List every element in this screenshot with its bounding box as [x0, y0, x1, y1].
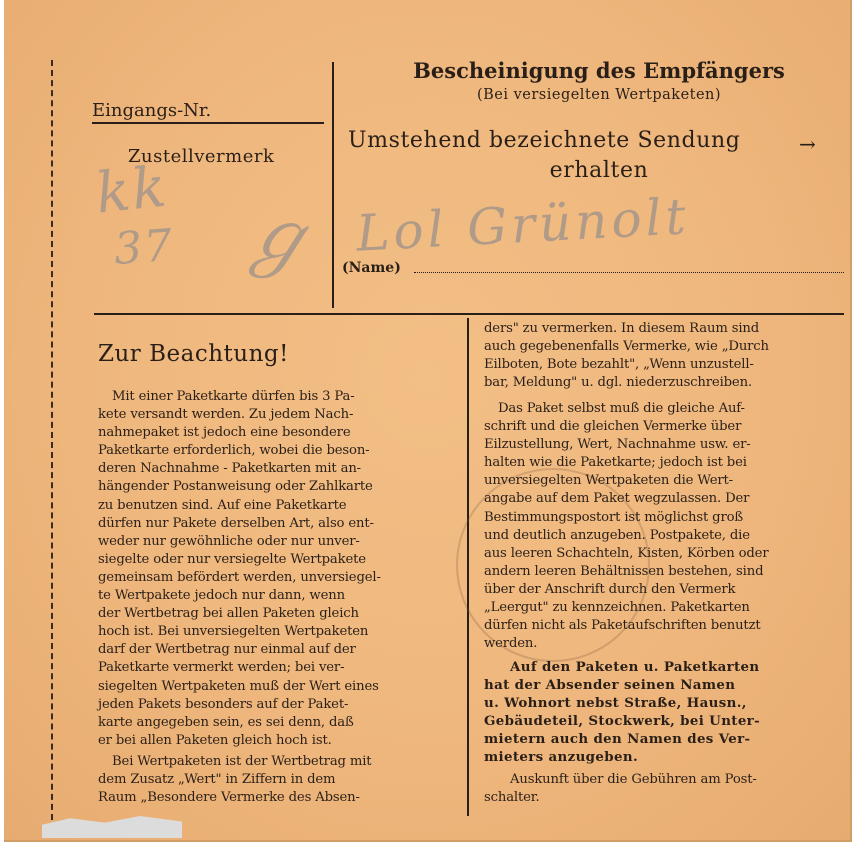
- notice-col1-para1: [98, 388, 458, 750]
- text-line: Bestimmungspostort ist möglichst groß: [484, 509, 744, 525]
- text-line: hängender Postanweisung oder Zahlkarte: [98, 479, 373, 495]
- text-line: Raum „Besondere Vermerke des Absen-: [98, 790, 360, 806]
- text-line: Paketkarte erforderlich, wobei die beson-: [98, 443, 370, 459]
- received-line-2: erhalten: [549, 158, 649, 183]
- name-dotted-line: [414, 272, 844, 273]
- text-line: gemeinsam befördert werden, unversiegel-: [98, 569, 381, 585]
- text-line: der Wertbetrag bei allen Paketen gleich: [98, 606, 359, 622]
- parcel-card: [4, 0, 852, 842]
- text-line: deren Nachnahme - Paketkarten mit an-: [98, 461, 361, 477]
- text-line: nahmepaket ist jedoch eine besondere: [98, 425, 351, 441]
- text-line: jeden Pakets besonders auf der Paket-: [98, 696, 349, 712]
- header-divider: [332, 62, 334, 308]
- text-line: auch gegebenenfalls Vermerke, wie „Durch: [484, 339, 769, 355]
- notice-col2-para4: [484, 771, 844, 807]
- notice-heading: Zur Beachtung!: [98, 341, 289, 367]
- text-line: te Wertpakete jedoch nur dann, wenn: [98, 588, 345, 604]
- notice-col2-para1: [484, 320, 844, 392]
- text-line: Gebäudeteil, Stockwerk, bei Unter-: [484, 713, 760, 730]
- text-line: Mit einer Paketkarte dürfen bis 3 Pa-: [112, 389, 355, 404]
- notice-col1-para2: [98, 753, 458, 807]
- handwritten-initial: ℊ: [235, 189, 323, 285]
- text-line: mietern auch den Namen des Ver-: [484, 731, 751, 748]
- text-line: Paketkarte vermerkt werden; bei ver-: [98, 660, 345, 676]
- handwritten-number: 37: [112, 219, 176, 276]
- text-line: Das Paket selbst muß die gleiche Auf-: [498, 401, 745, 416]
- text-line: u. Wohnort nebst Straße, Hausn.,: [484, 695, 747, 712]
- text-line: aus leeren Schachteln, Kisten, Körben oder: [484, 545, 769, 561]
- text-line: und deutlich anzugeben. Postpakete, die: [484, 527, 750, 543]
- text-line: unversiegelten Wertpaketen die Wert-: [484, 473, 733, 489]
- text-line: hat der Absender seinen Namen: [484, 677, 736, 694]
- text-line: andern leeren Behältnissen bestehen, sind: [484, 563, 764, 579]
- text-line: er bei allen Paketen gleich hoch ist.: [98, 732, 332, 748]
- eingangs-nr-label: Eingangs-Nr.: [92, 100, 212, 121]
- text-line: bar, Meldung" u. dgl. niederzuschreiben.: [484, 375, 752, 391]
- received-line-1: Umstehend bezeichnete Sendung: [348, 128, 741, 153]
- handwritten-mark: kk: [92, 154, 172, 227]
- arrow-icon: →: [799, 132, 816, 156]
- section-divider: [94, 313, 844, 315]
- text-line: Auf den Paketen u. Paketkarten: [510, 659, 760, 675]
- text-line: dem Zusatz „Wert" in Ziffern in dem: [98, 772, 336, 788]
- text-line: schrift und die gleichen Vermerke über: [484, 419, 742, 435]
- text-line: Eilboten, Bote bezahlt", „Wenn unzustell-: [484, 357, 754, 373]
- text-line: ders" zu vermerken. In diesem Raum sind: [484, 321, 760, 336]
- text-line: darf der Wertbetrag nur einmal auf der: [98, 642, 356, 658]
- text-line: über der Anschrift durch den Vermerk: [484, 581, 736, 597]
- text-line: halten wie die Paketkarte; jedoch ist bei: [484, 455, 747, 471]
- text-line: „Leergut" zu kennzeichnen. Paketkarten: [484, 600, 750, 616]
- certificate-subtitle: (Bei versiegelten Wertpaketen): [476, 87, 722, 103]
- perforation-line: [51, 60, 53, 830]
- text-line: mieters anzugeben.: [484, 749, 638, 766]
- text-line: siegelten Wertpaketen muß der Wert eines: [98, 678, 379, 694]
- notice-col2-para2: [484, 400, 844, 653]
- text-line: zu benutzen sind. Auf eine Paketkarte: [98, 497, 347, 513]
- text-line: Auskunft über die Gebühren am Post-: [510, 772, 757, 787]
- text-line: weder nur gewöhnliche oder nur unver-: [98, 533, 360, 549]
- certificate-title: Bescheinigung des Empfängers: [413, 58, 785, 83]
- text-line: kete versandt werden. Zu jedem Nach-: [98, 407, 354, 423]
- text-line: angabe auf dem Paket wegzulassen. Der: [484, 491, 750, 507]
- text-line: dürfen nicht als Paketaufschriften benutzt: [484, 618, 761, 634]
- eingangs-underline: [92, 122, 324, 124]
- notice-col2-para3: [484, 658, 844, 767]
- text-line: dürfen nur Pakete derselben Art, also ent-: [98, 515, 374, 531]
- text-line: Eilzustellung, Wert, Nachnahme usw. er-: [484, 437, 751, 453]
- text-line: werden.: [484, 636, 538, 652]
- text-line: siegelte oder nur versiegelte Wertpakete: [98, 551, 366, 567]
- text-line: hoch ist. Bei unversiegelten Wertpaketen: [98, 624, 369, 640]
- name-label: (Name): [342, 260, 401, 276]
- text-line: karte angegeben sein, es sei denn, daß: [98, 714, 354, 730]
- recipient-signature: Lol Grünolt: [354, 187, 691, 263]
- text-line: schalter.: [484, 790, 540, 806]
- zustellvermerk-label: Zustellvermerk: [128, 146, 275, 167]
- text-line: Bei Wertpaketen ist der Wertbetrag mit: [112, 754, 372, 769]
- torn-corner: [42, 816, 182, 838]
